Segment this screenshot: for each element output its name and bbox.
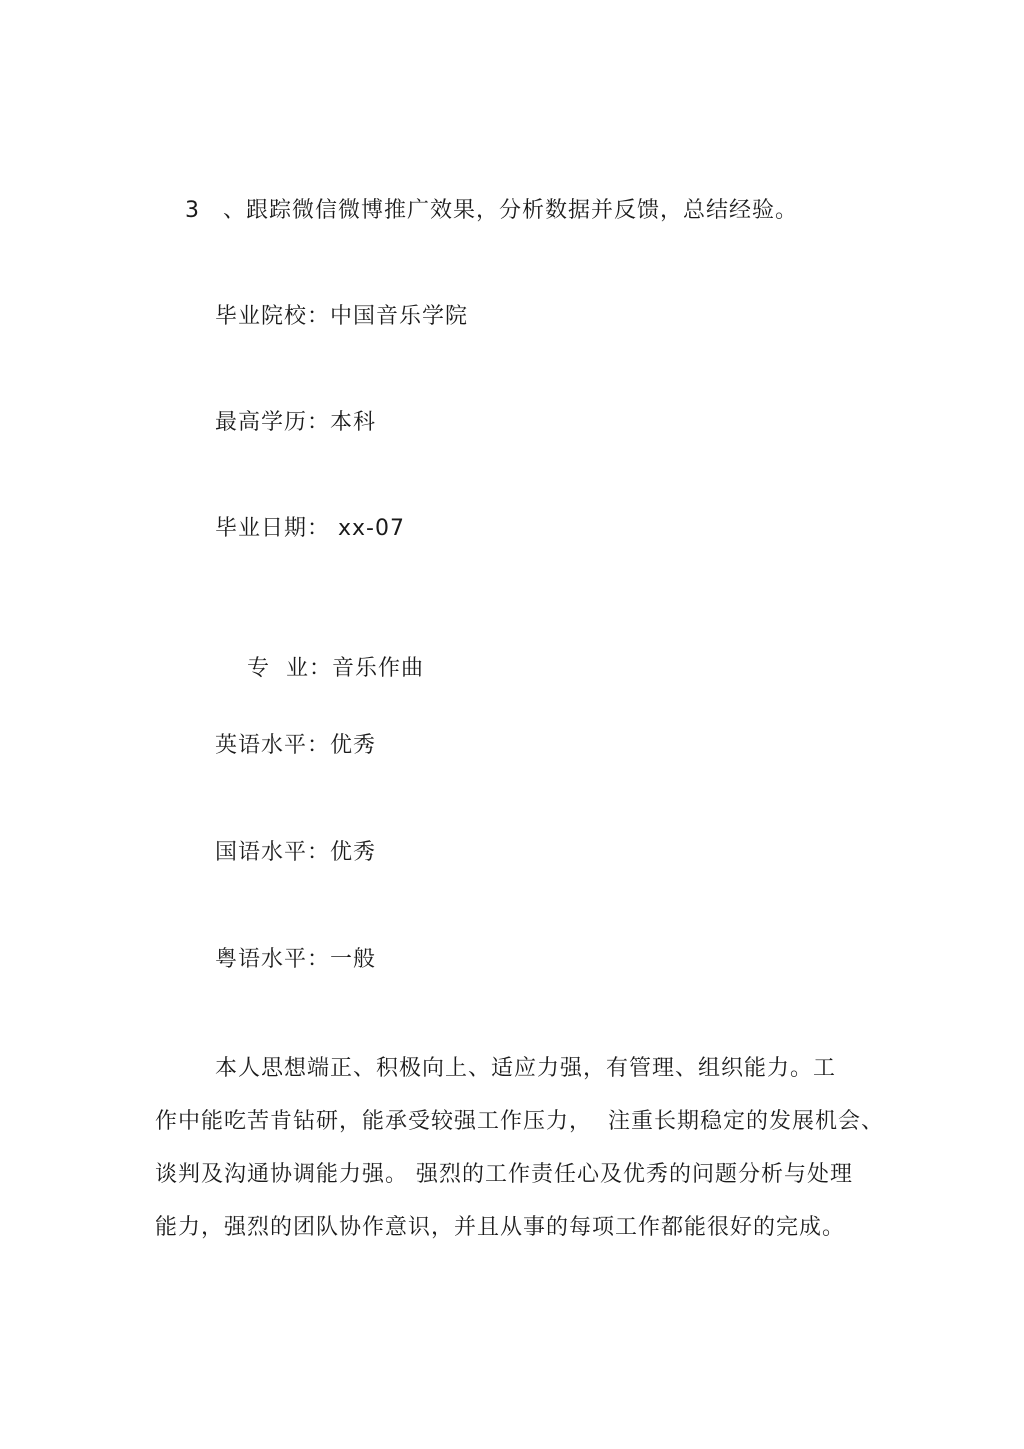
- field-label: 英语水平：: [215, 733, 331, 758]
- field-value: 中国音乐学院: [330, 304, 469, 329]
- paragraph-line: 本人思想端正、积极向上、适应力强，有管理、组织能力。工: [215, 1056, 837, 1081]
- field-label: 国语水平：: [215, 840, 331, 865]
- field-label: 最高学历：: [215, 410, 331, 435]
- self-evaluation-paragraph: [155, 1052, 884, 1264]
- field-major: [215, 624, 424, 714]
- paragraph-line: 作中能吃苦肯钻研，能承受较强工作压力， 注重长期稳定的发展机会、: [155, 1109, 884, 1134]
- field-school: [215, 302, 468, 332]
- field-mandarin-level: [215, 838, 376, 868]
- field-value: 优秀: [330, 840, 377, 865]
- field-label: 粤语水平：: [215, 947, 331, 972]
- field-value: 优秀: [330, 733, 377, 758]
- list-item-3: [185, 196, 798, 226]
- list-item-text: 、跟踪微信微博推广效果，分析数据并反馈，总结经验。: [223, 198, 799, 223]
- field-label: 毕业日期：: [215, 516, 331, 541]
- field-value: xx-07: [338, 516, 405, 541]
- field-graduation-date: [215, 514, 405, 544]
- field-degree: [215, 408, 376, 438]
- field-value: 一般: [330, 947, 377, 972]
- list-number: 3: [185, 198, 200, 223]
- field-value: 音乐作曲: [331, 656, 424, 681]
- paragraph-line: 能力，强烈的团队协作意识，并且从事的每项工作都能很好的完成。: [155, 1215, 846, 1240]
- paragraph-line: 谈判及沟通协调能力强。 强烈的工作责任心及优秀的问题分析与处理: [155, 1162, 853, 1187]
- field-value: 本科: [330, 410, 377, 435]
- field-label: 毕业院校：: [215, 304, 331, 329]
- field-cantonese-level: [215, 945, 376, 975]
- field-english-level: [215, 731, 376, 761]
- field-label: 专 业：: [246, 656, 332, 681]
